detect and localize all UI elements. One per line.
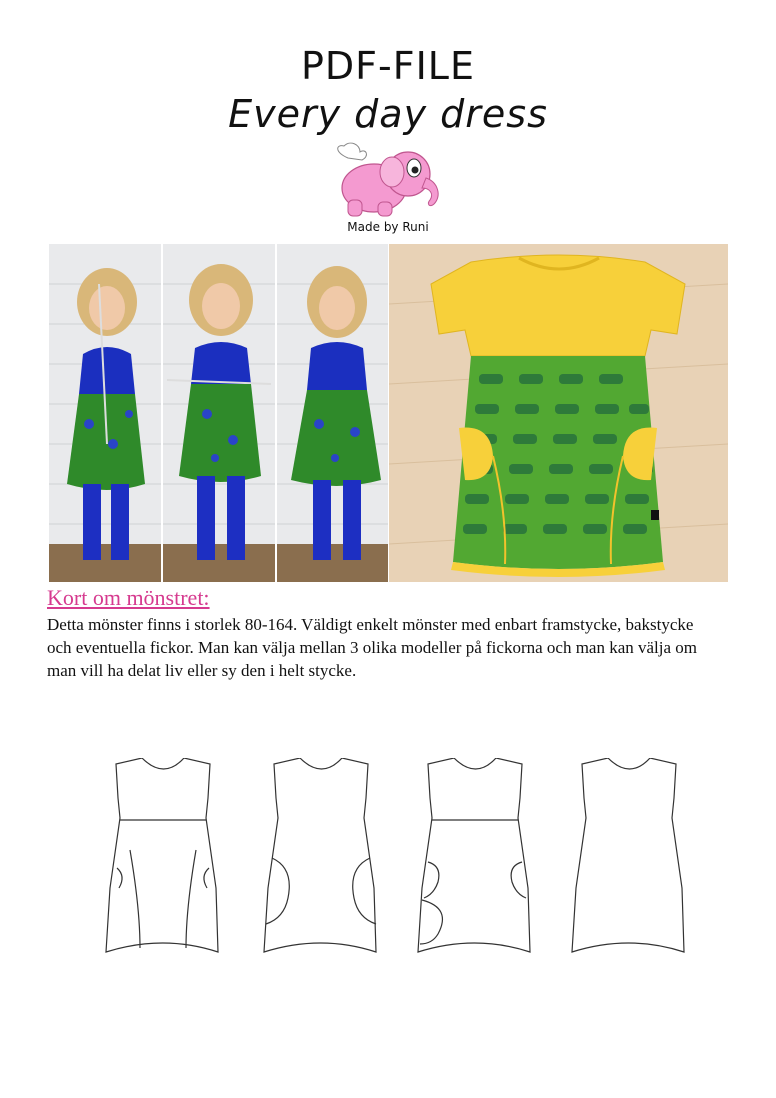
photo-child-measuring xyxy=(49,244,161,582)
section-description: Detta mönster finns i storlek 80-164. Väldigt enkelt mönster med enbart framstycke, bakstycke och eventuella fickor. Man kan välja mellan 3 olika modeller på fickorna och man kan välja om man vill ha delat liv eller sy den i helt stycke. xyxy=(47,615,698,680)
section-heading: Kort om mönstret: xyxy=(47,585,210,610)
flat-whole-pockets xyxy=(264,758,376,952)
photo-dress-flat xyxy=(389,244,728,582)
pink-elephant-icon xyxy=(330,138,446,222)
flat-divided-bodice-pockets xyxy=(106,758,218,952)
flat-whole-plain xyxy=(572,758,684,952)
photo-child-smiling xyxy=(163,244,275,582)
technical-flats xyxy=(100,758,700,968)
title-pattern-name: Every day dress xyxy=(228,92,548,136)
flat-divided-bodice-round-pockets xyxy=(418,758,530,952)
title-pdf-file: PDF-FILE xyxy=(301,44,475,88)
brand-name: Made by Runi xyxy=(347,220,429,234)
photo-child-hands-in-pockets xyxy=(277,244,388,582)
